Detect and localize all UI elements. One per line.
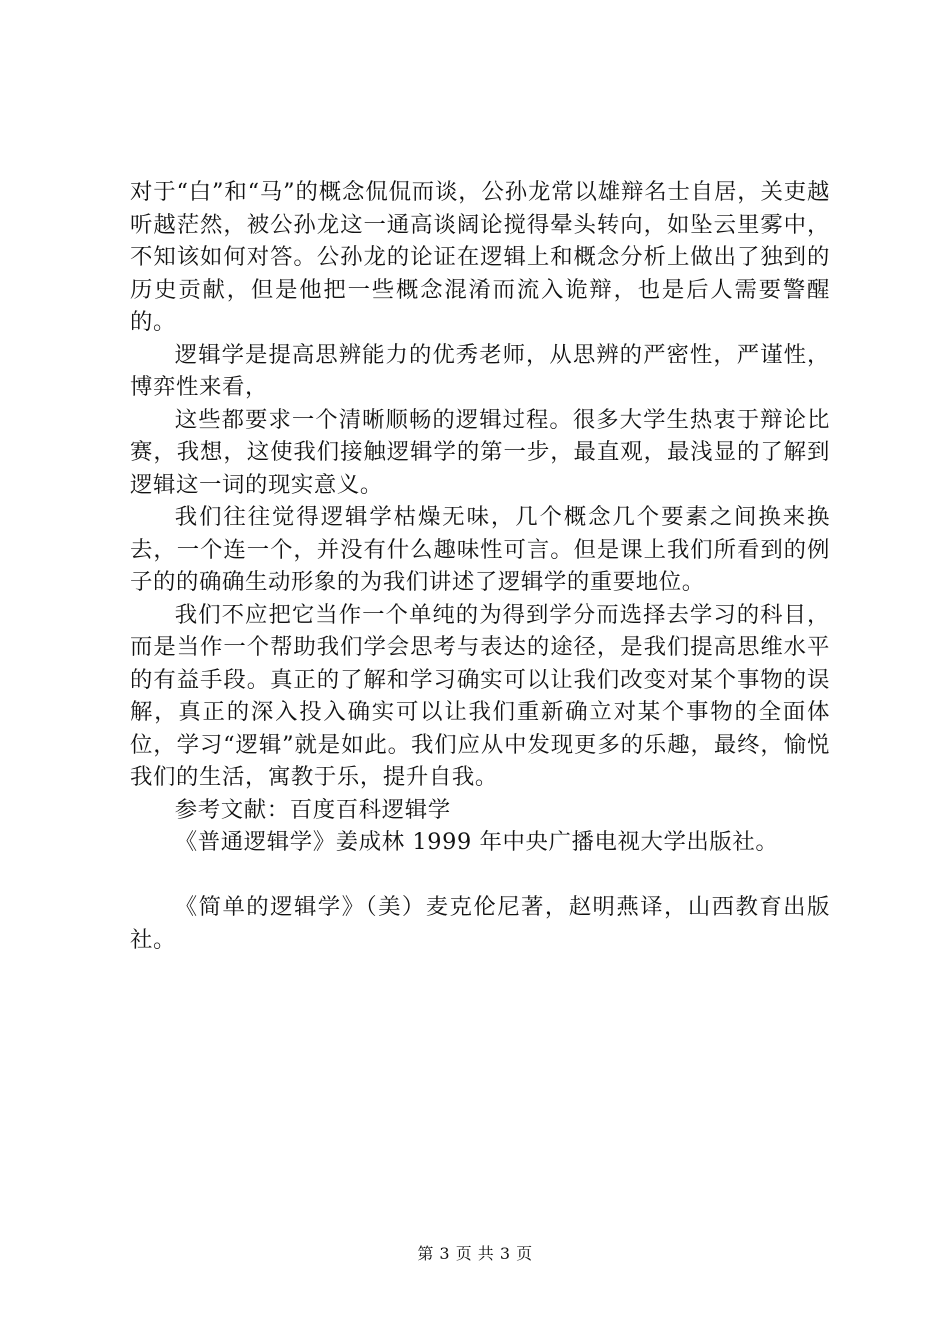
reference-item: 《简单的逻辑学》（美）麦克伦尼著，赵明燕译，山西教育出版社。 [130,894,830,953]
document-body [130,176,830,956]
paragraph-not-for-credit: 我们不应把它当作一个单纯的为得到学分而选择去学习的科目，而是当作一个帮助我们学会思考与表达的途径，是我们提高思维水平的有益手段。真正的了解和学习确实可以让我们改变对某个事物的误解，真正的深入投入确实可以让我们重新确立对某个事物的全面体位，学习“逻辑”就是如此。我们应从中发现更多的乐趣，最终，愉悦我们的生活，寓教于乐，提升自我。 [130,601,830,790]
paragraph-gongsunlong: 对于“白”和“马”的概念侃侃而谈，公孙龙常以雄辩名士自居，关吏越听越茫然，被公孙龙这一通高谈阔论搅得晕头转向，如坠云里雾中，不知该如何对答。公孙龙的论证在逻辑上和概念分析上做出了独到的历史贡献，但是他把一些概念混淆而流入诡辩，也是后人需要警醒的。 [130,179,830,335]
references-heading: 参考文献：百度百科逻辑学 [174,796,451,823]
paragraph-boring: 我们往往觉得逻辑学枯燥无味，几个概念几个要素之间换来换去，一个连一个，并没有什么趣味性可言。但是课上我们所看到的例子的的确确生动形象的为我们讲述了逻辑学的重要地位。 [130,504,830,595]
paragraph-logic-teacher: 逻辑学是提高思辨能力的优秀老师，从思辨的严密性，严谨性，博弈性来看， [130,341,830,400]
page-number-footer: 第 3 页 共 3 页 [417,1244,533,1263]
paragraph-debate: 这些都要求一个清晰顺畅的逻辑过程。很多大学生热衷于辩论比赛，我想，这使我们接触逻辑学的第一步，最直观，最浅显的了解到逻辑这一词的现实意义。 [130,406,830,498]
reference-item: 《普通逻辑学》姜成林 1999 年中央广播电视大学出版社。 [174,829,779,855]
